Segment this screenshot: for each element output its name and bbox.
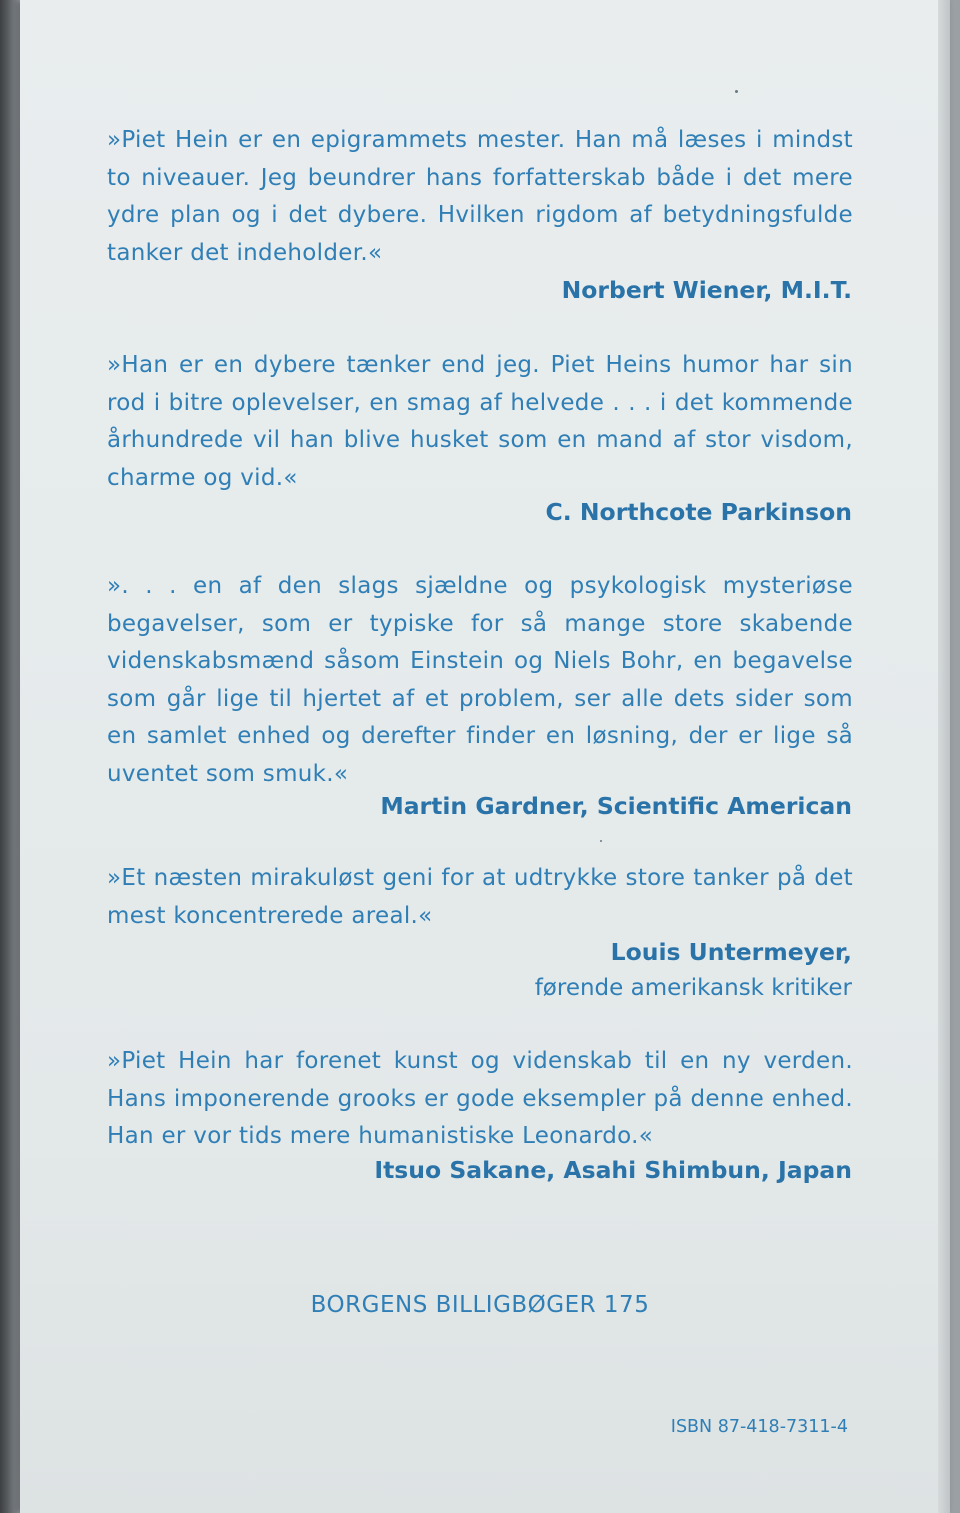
paper-speck bbox=[600, 840, 602, 842]
quote-3-author: Martin Gardner, Scientific American bbox=[380, 792, 852, 820]
series-title: BORGENS BILLIGBØGER 175 bbox=[310, 1292, 650, 1318]
paper-speck bbox=[735, 90, 738, 93]
quote-5-author: Itsuo Sakane, Asahi Shimbun, Japan bbox=[374, 1156, 852, 1184]
quote-4-text: »Et næsten mirakuløst geni for at udtrykke store tanker på det mest koncentrerede areal.« bbox=[107, 865, 853, 929]
quote-4-author: Louis Untermeyer, bbox=[610, 938, 852, 966]
quote-1-text: »Piet Hein er en epigrammets mester. Han må læses i mindst to niveauer. Jeg beundrer hans forfatterskab både i det mere ydre plan og i det dybere. Hvilken rigdom af betydningsfulde tanker det indeholder.« bbox=[107, 127, 853, 266]
quote-5-text: »Piet Hein har forenet kunst og videnskab til en ny verden. Hans imponerende grooks er gode eksempler på denne enhed. Han er vor tids mere humanistiske Leonardo.« bbox=[107, 1048, 853, 1149]
quote-4-author-note: førende amerikansk kritiker bbox=[534, 975, 852, 1001]
quote-2-author: C. Northcote Parkinson bbox=[545, 498, 852, 526]
quote-3-text: ». . . en af den slags sjældne og psykologisk mysteriøse begavelser, som er typiske for så mange store skabende videnskabsmænd såsom Einstein og Niels Bohr, en begavelse som går lige til hjertet af et problem, ser alle dets sider som en samlet enhed og derefter finder en løsning, der er lige så uventet som smuk.« bbox=[107, 573, 853, 787]
quote-2-text: »Han er en dybere tænker end jeg. Piet Heins humor har sin rod i bitre oplevelser, en smag af helvede . . . i det kommende århundrede vil han blive husket som en mand af stor visdom, charme og vid.« bbox=[107, 352, 853, 491]
cover-edge bbox=[938, 0, 950, 1513]
isbn-number: ISBN 87-418-7311-4 bbox=[670, 1417, 848, 1437]
quote-1-author: Norbert Wiener, M.I.T. bbox=[561, 276, 852, 304]
